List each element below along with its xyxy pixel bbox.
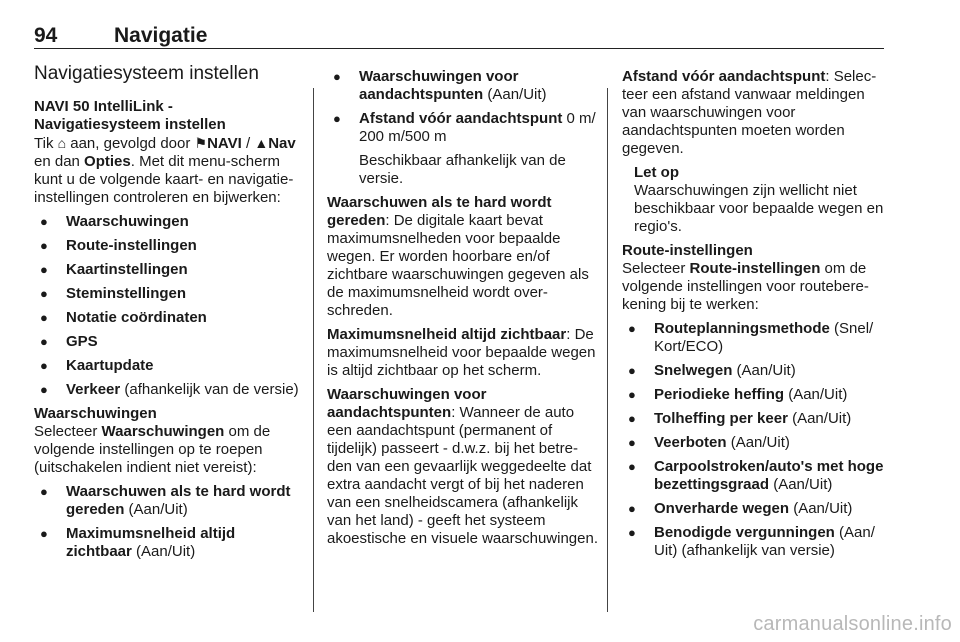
chapter-title: Navigatie xyxy=(114,24,208,47)
watermark: carmanualsonline.info xyxy=(753,613,952,635)
list-item: ● Route-instellingen xyxy=(34,237,302,255)
note-text: Waarschuwingen zijn wellicht niet beschikbaar voor bepaalde wegen en regio's. xyxy=(634,182,884,235)
speeding-paragraph: Waarschuwen als te hard wordt gereden: De digitale kaart bevat maximumsnelheden voor bepaalde wegen. Er worden hoorbare en/of zichtbare waarschuwingen gegeven als de maximumsnelheid wordt over-schreden. xyxy=(327,194,589,319)
intro-paragraph: Tik ⌂ aan, gevolgd door ⚑NAVI / ▲Nav en dan Opties. Met dit menu-scherm kunt u de volgende kaart- en navigatie-instellingen controleren en bijwerken: xyxy=(34,135,296,206)
route-settings-list xyxy=(622,320,890,560)
column-1 xyxy=(34,98,302,567)
warnings-heading: Waarschuwingen xyxy=(34,405,157,422)
column-2 xyxy=(327,68,599,554)
list-item: ● Benodigde vergunningen (Aan/ Uit) (afhankelijk van versie) xyxy=(622,524,890,560)
column-divider xyxy=(313,88,314,612)
list-item: ● Carpoolstroken/auto's met hoge bezettingsgraad (Aan/Uit) xyxy=(622,458,890,494)
list-item: ● GPS xyxy=(34,333,302,351)
warnings-list-continued xyxy=(327,68,599,146)
home-icon: ⌂ xyxy=(57,135,67,151)
distance-paragraph: Afstand vóór aandachtspunt: Selec-teer een afstand vanwaar meldingen van waarschuwingen voor aandachtspunten moeten worden gegeven. xyxy=(622,68,877,157)
max-speed-paragraph: Maximumsnelheid altijd zichtbaar: De maximumsnelheid voor bepaalde wegen is altijd zichtbaar op het scherm. xyxy=(327,326,596,379)
navigation-arrow-icon: ▲ xyxy=(254,135,269,151)
list-item: ● Waarschuwingen xyxy=(34,213,302,231)
poi-warnings-paragraph: Waarschuwingen voor aandachtspunten: Wanneer de auto een aandachtspunt (permanent of tijdelijk) passeert - d.w.z. bij het betre-den van een gevaarlijk weggedeelte dat extra aandacht vergt of bij het naderen van een snelheidscamera (afhankelijk van het land) - geeft het systeem akoestische en visuele waarschuwingen. xyxy=(327,386,598,547)
section-title: Navigatiesysteem instellen xyxy=(34,63,259,84)
availability-note: Beschikbaar afhankelijk van de versie. xyxy=(359,152,566,187)
column-divider xyxy=(607,88,608,612)
route-heading: Route-instellingen xyxy=(622,242,753,259)
settings-list xyxy=(34,213,302,399)
warnings-list xyxy=(34,483,302,561)
list-item: ● Waarschuwingen voor aandachtspunten (Aan/Uit) xyxy=(327,68,599,104)
route-paragraph: Selecteer Route-instellingen om de volgende instellingen voor routebere-kening bij te werken: xyxy=(622,260,869,313)
list-item: ● Routeplanningsmethode (Snel/ Kort/ECO) xyxy=(622,320,890,356)
list-item: ● Maximumsnelheid altijd zichtbaar (Aan/Uit) xyxy=(34,525,302,561)
subheading: Navigatiesysteem instellen xyxy=(34,116,226,133)
page-number: 94 xyxy=(34,24,58,47)
list-item: ● Notatie coördinaten xyxy=(34,309,302,327)
list-item: ● Snelwegen (Aan/Uit) xyxy=(622,362,890,380)
list-item: ● Periodieke heffing (Aan/Uit) xyxy=(622,386,890,404)
page-header xyxy=(34,20,884,49)
flag-icon: ⚑ xyxy=(194,135,208,151)
column-3 xyxy=(622,68,890,566)
list-item: ● Veerboten (Aan/Uit) xyxy=(622,434,890,452)
list-item: ● Kaartupdate xyxy=(34,357,302,375)
list-item: ● Onverharde wegen (Aan/Uit) xyxy=(622,500,890,518)
note-box xyxy=(622,164,890,236)
list-item: ● Verkeer (afhankelijk van de versie) xyxy=(34,381,302,399)
warnings-paragraph: Selecteer Waarschuwingen om de volgende instellingen op te roepen (uitschakelen indient niet vereist): xyxy=(34,423,271,476)
list-item: ● Kaartinstellingen xyxy=(34,261,302,279)
note-title: Let op xyxy=(634,164,679,181)
list-item: ● Steminstellingen xyxy=(34,285,302,303)
subheading: NAVI 50 IntelliLink - xyxy=(34,98,173,115)
list-item: ● Afstand vóór aandachtspunt 0 m/ 200 m/500 m xyxy=(327,110,599,146)
list-item: ● Waarschuwen als te hard wordt gereden (Aan/Uit) xyxy=(34,483,302,519)
list-item: ● Tolheffing per keer (Aan/Uit) xyxy=(622,410,890,428)
